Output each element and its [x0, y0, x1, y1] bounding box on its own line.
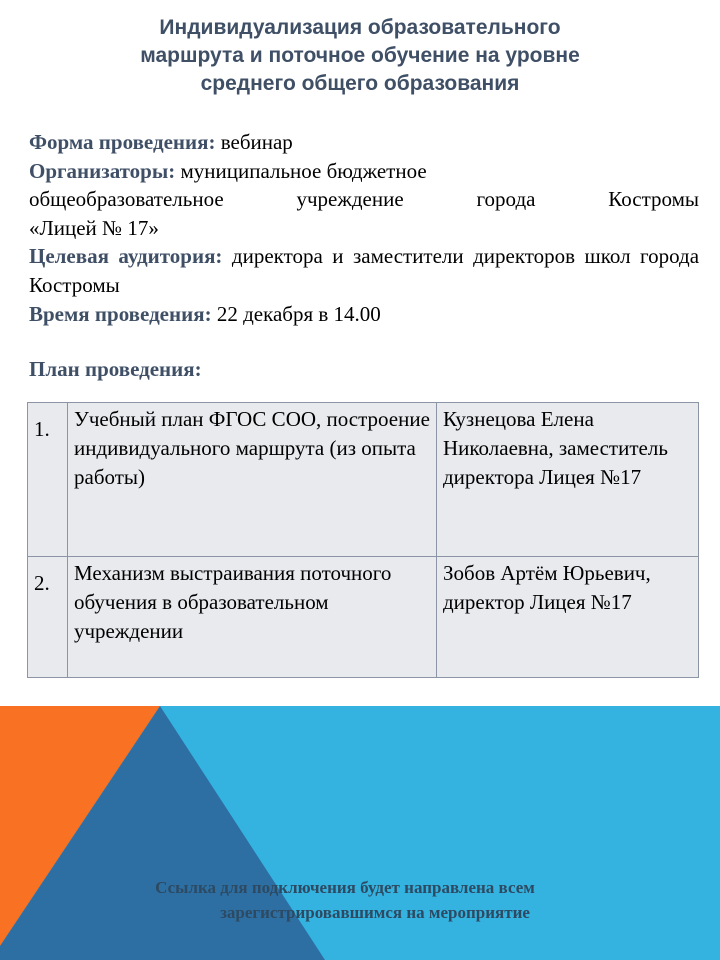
audience-row [29, 242, 699, 299]
event-info [29, 128, 699, 328]
time-value: 22 декабря в 14.00 [216, 301, 381, 326]
time-label: Время проведения: [29, 301, 212, 326]
title-line: Индивидуализация образовательного [159, 16, 561, 39]
audience-value: директора и заместители директоров школ города Костромы [29, 244, 700, 297]
organizers-value-line: общеобразовательное учреждение города Костромы [29, 187, 699, 212]
footer-line: зарегистрировавшимся на мероприятие [220, 903, 530, 922]
organizers-value: муниципальное бюджетное [180, 158, 427, 183]
plan-heading: План проведения: [29, 357, 202, 381]
table-row [28, 557, 699, 678]
footer-note [100, 875, 620, 925]
row-topic: Механизм выстраивания поточного обучения в образовательном учреждении [68, 557, 437, 678]
row-number: 2. [28, 557, 68, 678]
row-speaker: Зобов Артём Юрьевич, директор Лицея №17 [437, 557, 699, 678]
audience-label: Целевая аудитория: [29, 244, 223, 269]
table-row [28, 403, 699, 557]
form-label: Форма проведения: [29, 130, 216, 154]
row-number: 1. [28, 403, 68, 557]
title-line: маршрута и поточное обучение на уровне [140, 44, 580, 67]
row-speaker: Кузнецова Елена Николаевна, заместитель директора Лицея №17 [437, 403, 699, 557]
plan-table [27, 402, 699, 678]
organizers-label: Организаторы: [29, 158, 176, 183]
row-topic: Учебный план ФГОС СОО, построение индивидуального маршрута (из опыта работы) [68, 403, 437, 557]
form-value: вебинар [220, 130, 293, 154]
footer-line: Ссылка для подключения будет направлена всем [155, 878, 535, 897]
form-row [29, 128, 699, 157]
organizers-row [29, 157, 699, 186]
page-title [60, 14, 660, 98]
organizers-value-line: «Лицей № 17» [29, 215, 159, 240]
time-row [29, 300, 699, 329]
title-line: среднего общего образования [200, 72, 520, 95]
